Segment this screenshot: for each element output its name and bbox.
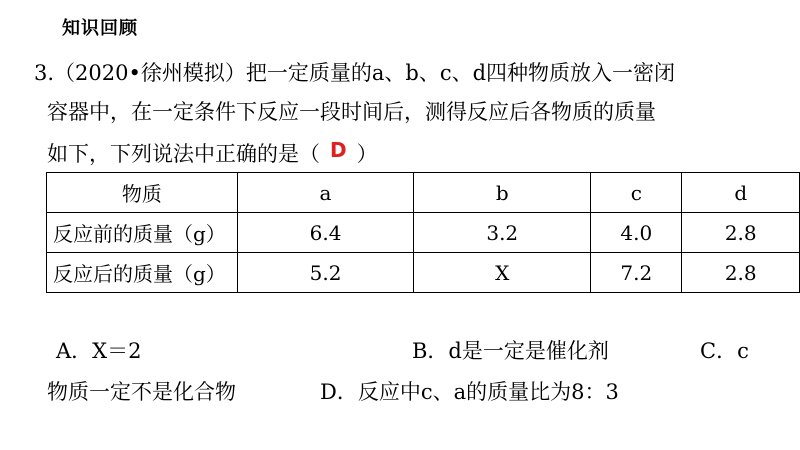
option-a: A．X＝2 <box>56 339 142 363</box>
option-c-start: C．c <box>700 339 749 363</box>
question-line-3 <box>47 138 378 168</box>
table-row <box>47 253 800 293</box>
table-row <box>47 213 800 253</box>
question-line-3-text: 如下，下列说法中正确的是（ <box>47 142 320 166</box>
table-cell: 3.2 <box>414 213 591 253</box>
table-cell: 2.8 <box>682 253 800 293</box>
table-cell: 5.2 <box>237 253 414 293</box>
table-cell: X <box>414 253 591 293</box>
option-b: B．d是一定是催化剂 <box>412 339 609 363</box>
table-cell: 7.2 <box>591 253 682 293</box>
option-d: D．反应中c、a的质量比为8：3 <box>320 380 619 404</box>
section-title: 知识回顾 <box>62 18 138 39</box>
table-cell: 6.4 <box>237 213 414 253</box>
question-line-2: 容器中，在一定条件下反应一段时间后，测得反应后各物质的质量 <box>47 100 656 124</box>
question-line-1: 3.（2020•徐州模拟）把一定质量的a、b、c、d四种物质放入一密闭 <box>34 61 676 85</box>
header-cell: a <box>237 173 414 213</box>
table-cell: 2.8 <box>682 213 800 253</box>
answer-mark: D <box>330 138 347 162</box>
header-cell: d <box>682 173 800 213</box>
table-header-row <box>47 173 800 213</box>
question-line-3-close: ） <box>356 142 378 166</box>
header-cell: c <box>591 173 682 213</box>
row-label: 反应前的质量（g） <box>47 213 238 253</box>
header-cell: 物质 <box>47 173 238 213</box>
row-label: 反应后的质量（g） <box>47 253 238 293</box>
header-cell: b <box>414 173 591 213</box>
table-cell: 4.0 <box>591 213 682 253</box>
mass-table <box>46 172 800 293</box>
option-c-end: 物质一定不是化合物 <box>47 380 236 404</box>
